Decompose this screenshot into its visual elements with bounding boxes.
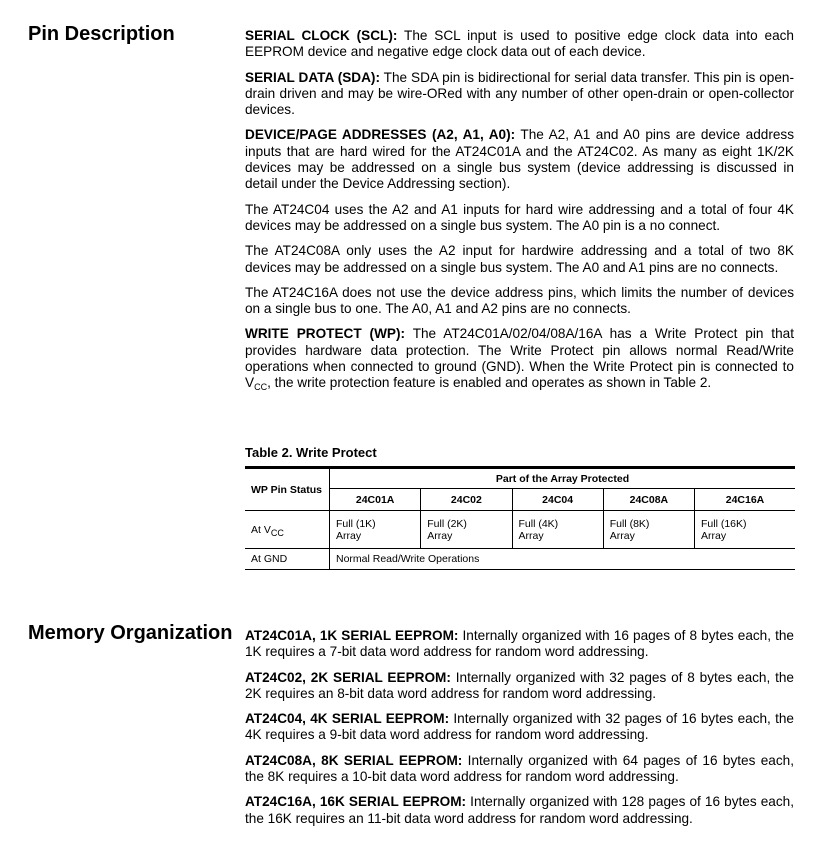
label: At V [251, 523, 271, 536]
cell-line: Full (16K) [701, 517, 747, 530]
cell [695, 511, 796, 549]
header-wp-pin-status: WP Pin Status [245, 468, 330, 511]
paragraph-2k [245, 670, 794, 703]
paragraph-24c16a [245, 285, 794, 318]
paragraph-24c04 [245, 202, 794, 235]
text: Internally organized with 128 pages of 16 bytes each, the 16K requires an 11-bit data word address for random word addressing. [245, 794, 795, 826]
cell-line: Array [518, 529, 544, 542]
lead: DEVICE/PAGE ADDRESSES (A2, A1, A0): [245, 127, 516, 143]
row-label-gnd: At GND [245, 549, 330, 570]
cell-line: Array [609, 529, 635, 542]
text: The AT24C16A does not use the device address pins, which limits the number of devices on a single bus to one. The A0, A1 and A2 pins are no connects. [245, 284, 794, 317]
text: The AT24C08A only uses the A2 input for hardwire addressing and a total of two 8K devices may be addressed on a single bus system. The A0 and A1 pins are no connects. [245, 243, 794, 275]
paragraph-scl [245, 28, 794, 61]
lead: SERIAL DATA (SDA): [245, 69, 380, 85]
text: The AT24C04 uses the A2 and A1 inputs for hard wire addressing and a total of four 4K devices may be addressed on a single bus system. The A0 pin is a no connect. [245, 201, 794, 233]
write-protect-table [245, 466, 795, 570]
subscript: CC [254, 382, 268, 393]
lead: AT24C08A, 8K SERIAL EEPROM: [245, 752, 463, 768]
text: Internally organized with 64 pages of 16 bytes each, the 8K requires a 10-bit data word address for random word addressing. [245, 752, 795, 785]
table-row-vcc [245, 511, 795, 549]
cell-line: Full (4K) [518, 517, 559, 530]
memory-organization-body [245, 628, 794, 836]
paragraph-16k [245, 794, 794, 827]
cell-line: Full (8K) [609, 517, 650, 530]
section-heading-memory-organization: Memory Organization [28, 622, 233, 644]
header-24c01a: 24C01A [330, 489, 421, 511]
text: The SDA pin is bidirectional for serial data transfer. This pin is open-drain driven and may be wire-ORed with any number of other open-drain or open-collector devices. [245, 69, 795, 118]
text: The SCL input is used to positive edge clock data into each EEPROM device and negative edge clock data out of each device. [245, 28, 794, 60]
header-24c04: 24C04 [512, 489, 603, 511]
cell-line: Array [336, 529, 362, 542]
paragraph-4k [245, 711, 794, 744]
header-24c16a: 24C16A [695, 489, 796, 511]
paragraph-sda [245, 70, 794, 119]
cell-line: Array [701, 529, 727, 542]
text: , the write protection feature is enabled and operates as shown in Table 2. [267, 375, 712, 391]
cell [421, 511, 512, 549]
paragraph-write-protect [245, 326, 794, 391]
table-row-gnd [245, 549, 795, 570]
table-title: Table 2. Write Protect [245, 445, 377, 460]
lead: AT24C04, 4K SERIAL EEPROM: [245, 711, 450, 727]
row-label-vcc [245, 511, 330, 549]
paragraph-8k [245, 753, 794, 786]
text: Internally organized with 16 pages of 8 bytes each, the 1K requires a 7-bit data word address for random word addressing. [245, 628, 794, 660]
lead: AT24C16A, 16K SERIAL EEPROM: [245, 794, 467, 810]
text: The A2, A1 and A0 pins are device address inputs that are hard wired for the AT24C01A and the AT24C02. As many as eight 1K/2K devices may be addressed on a single bus system (device addressing is discussed in detail under the Device Addressing section). [245, 127, 795, 192]
lead: AT24C01A, 1K SERIAL EEPROM: [245, 628, 459, 643]
lead: WRITE PROTECT (WP): [245, 326, 406, 342]
subscript: CC [270, 527, 284, 538]
cell [330, 511, 421, 549]
text: Internally organized with 32 pages of 16 bytes each, the 4K requires a 9-bit data word address for random word addressing. [245, 711, 794, 743]
lead: SERIAL CLOCK (SCL): [245, 28, 398, 43]
header-array-protected: Part of the Array Protected [330, 468, 796, 489]
section-heading-pin-description: Pin Description [28, 23, 175, 45]
write-protect-table-block [245, 445, 795, 570]
header-24c02: 24C02 [421, 489, 512, 511]
cell [512, 511, 603, 549]
cell-line: Array [427, 529, 453, 542]
text: The AT24C01A/02/04/08A/16A has a Write Protect pin that provides hardware data protection. The Write Protect pin allows normal Read/Write operations when connected to ground (GND). When the Write Protect pin is connected to V [245, 326, 794, 391]
cell-line: Full (2K) [427, 517, 467, 530]
cell [603, 511, 694, 549]
cell: Normal Read/Write Operations [330, 549, 796, 570]
paragraph-24c08a [245, 243, 794, 276]
cell-line: Full (1K) [336, 517, 376, 530]
text: Internally organized with 32 pages of 8 bytes each, the 2K requires an 8-bit data word address for random word addressing. [245, 669, 794, 701]
pin-description-body [245, 28, 794, 401]
header-24c08a: 24C08A [603, 489, 694, 511]
lead: AT24C02, 2K SERIAL EEPROM: [245, 669, 451, 685]
paragraph-addresses [245, 127, 794, 192]
paragraph-1k [245, 628, 794, 661]
